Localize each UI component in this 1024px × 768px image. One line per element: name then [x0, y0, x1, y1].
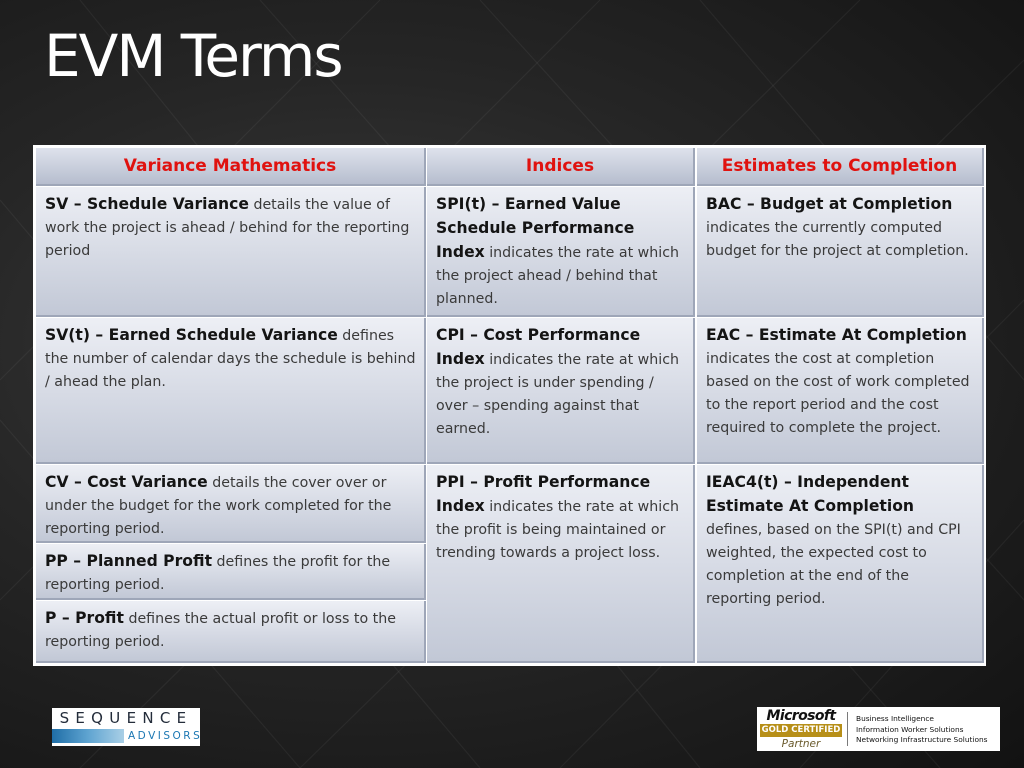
term-description: defines, based on the SPI(t) and CPI weighted, the expected cost to completion at the end of the reporting period. [706, 522, 961, 607]
term-cell-eac [697, 318, 984, 464]
term-cell-ppi [427, 465, 695, 663]
term-cell-sv-t [36, 318, 426, 464]
competency-list [856, 714, 999, 746]
logo-wordmark-top: SEQUENCE [59, 709, 193, 727]
term-description: details the value of work the project is ahead / behind for the reporting period [45, 197, 410, 259]
term-description: details the cover over or under the budget for the work completed for the reporting period. [45, 475, 392, 537]
sequence-advisors-logo [52, 708, 203, 746]
term-label: P – Profit [45, 609, 124, 627]
term-cell-cv [36, 465, 426, 543]
term-cell-bac [697, 187, 984, 317]
term-description: indicates the cost at completion based on the cost of work completed to the report period and the cost required to complete the project. [706, 351, 970, 436]
logo-gradient-bar [52, 729, 124, 743]
header-variance-mathematics: Variance Mathematics [36, 148, 426, 186]
partner-label: Partner [781, 738, 821, 750]
term-description: indicates the rate at which the profit is being maintained or trending towards a project loss. [436, 499, 679, 561]
term-cell-spi-t [427, 187, 695, 317]
competency-item: Business Intelligence [856, 714, 934, 723]
term-label: PP – Planned Profit [45, 552, 213, 570]
term-label: CPI – Cost Performance Index [436, 326, 641, 368]
term-label: BAC – Budget at Completion [706, 195, 953, 213]
term-description: indicates the rate at which the project ahead / behind that planned. [436, 245, 679, 307]
term-description: defines the number of calendar days the schedule is behind / ahead the plan. [45, 328, 416, 390]
term-cell-ieac4-t [697, 465, 984, 663]
slide-title: EVM Terms [44, 22, 342, 90]
competency-item: Information Worker Solutions [856, 724, 964, 734]
term-label: IEAC4(t) – Independent Estimate At Completion [706, 473, 915, 515]
term-cell-p [36, 601, 426, 663]
term-description: defines the actual profit or loss to the reporting period. [45, 611, 396, 650]
term-label: SV – Schedule Variance [45, 195, 249, 213]
evm-terms-table [33, 145, 986, 666]
term-description: indicates the rate at which the project is under spending / over – spending against that earned. [436, 352, 679, 437]
term-label: EAC – Estimate At Completion [706, 326, 967, 344]
header-estimates-to-completion: Estimates to Completion [697, 148, 984, 186]
competency-item: Networking Infrastructure Solutions [856, 735, 988, 744]
term-description: defines the profit for the reporting period. [45, 554, 391, 593]
term-label: SV(t) – Earned Schedule Variance [45, 326, 338, 344]
term-label: SPI(t) – Earned Value Schedule Performance Index [436, 195, 635, 261]
header-indices: Indices [427, 148, 695, 186]
gold-certified-badge: GOLD CERTIFIED [761, 725, 841, 735]
term-cell-cpi [427, 318, 695, 464]
microsoft-partner-logo [757, 707, 1000, 751]
logo-wordmark-bottom: ADVISORS [128, 730, 203, 742]
microsoft-wordmark: Microsoft [766, 708, 836, 724]
term-cell-sv [36, 187, 426, 317]
term-description: indicates the currently computed budget for the project at completion. [706, 220, 969, 259]
logo-divider [847, 712, 848, 746]
term-cell-pp [36, 544, 426, 600]
term-label: CV – Cost Variance [45, 473, 208, 491]
term-label: PPI – Profit Performance Index [436, 473, 651, 515]
